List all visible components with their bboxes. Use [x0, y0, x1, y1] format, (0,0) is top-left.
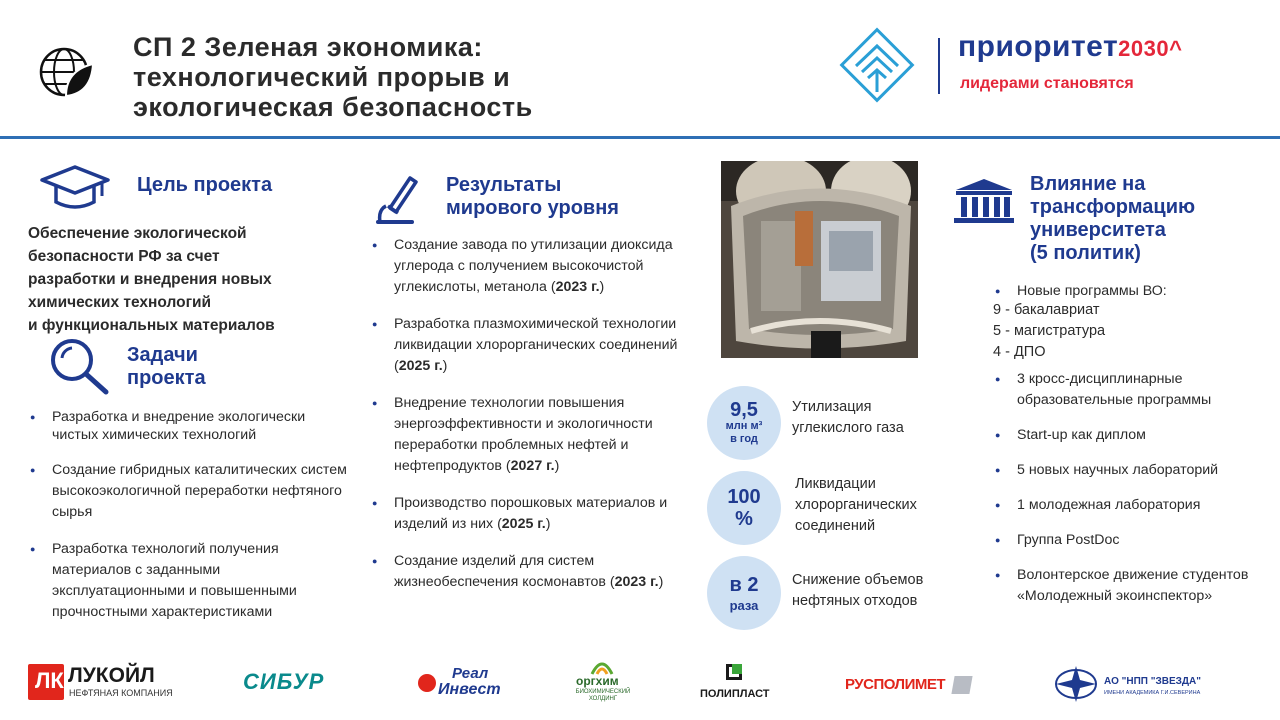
list-item: ● 3 кросс-дисциплинарные образовательные программы — [993, 369, 1258, 411]
tasks-title: Задачи проекта — [127, 344, 206, 389]
spacesuit-photo — [721, 161, 918, 358]
list-item: ● 5 новых научных лабораторий — [993, 460, 1258, 481]
microscope-icon — [372, 170, 420, 226]
tasks-list — [28, 408, 354, 623]
results-list — [370, 235, 700, 593]
list-item: ● Разработка и внедрение экологически чистых химических технологий — [28, 408, 354, 444]
list-item: ● Создание завода по утилизации диоксида углерода с получением высокочистой углекислоты, метанола (2023 г.) — [370, 235, 700, 298]
poliplast-logo: ПОЛИПЛАСТ — [698, 662, 778, 702]
header-divider — [0, 136, 1280, 139]
list-item: ● Внедрение технологии повышения энергоэффективности и экологичности переработки проблемных нефтей и нефтепродуктов (2027 г.) — [370, 393, 700, 477]
graduation-cap-icon — [40, 164, 110, 212]
stat-circle-waste: в 2 раза — [707, 556, 781, 630]
list-item: ● Создание изделий для систем жизнеобеспечения космонавтов (2023 г.) — [370, 551, 700, 593]
stat-circle-co2: 9,5 млн м³ в год — [707, 386, 781, 460]
university-logo-icon — [834, 22, 920, 108]
stat-label-co2: Утилизация углекислого газа — [792, 399, 904, 436]
university-building-icon — [952, 176, 1016, 224]
influence-list — [993, 369, 1258, 607]
magnifier-icon — [48, 336, 110, 396]
list-item: ● Start-up как диплом — [993, 425, 1258, 446]
page-title: СП 2 Зеленая экономика: технологический прорыв и экологическая безопасность — [133, 32, 533, 122]
results-title: Результаты мирового уровня — [446, 174, 619, 219]
list-item: ● Волонтерское движение студентов «Молодежный экоинспектор» — [993, 565, 1258, 607]
euroclass-logo: РУСПОЛИМЕТ — [845, 674, 975, 698]
stat-label-chlorine: Ликвидации хлорорганических соединений — [795, 476, 917, 534]
sibur-logo: СИБУР — [243, 669, 325, 694]
list-item: ● 1 молодежная лаборатория — [993, 495, 1258, 516]
list-item: ● Разработка технологий получения материалов с заданными эксплуатационными и повышенными прочностными характеристиками — [28, 539, 354, 623]
list-item: ● Разработка плазмохимической технологии ликвидации хлорорганических соединений (2025 г.) — [370, 314, 700, 377]
list-item: ● Новые программы ВО: — [993, 281, 1253, 302]
stat-label-waste: Снижение объемов нефтяных отходов — [792, 572, 924, 609]
brand-tagline: лидерами становятся — [960, 75, 1134, 92]
list-item: ● Создание гибридных каталитических систем высокоэкологичной переработки нефтяного сырья — [28, 460, 354, 523]
list-item: ● Производство порошковых материалов и изделий из них (2025 г.) — [370, 493, 700, 535]
influence-first-list — [993, 281, 1253, 302]
goal-title: Цель проекта — [137, 174, 273, 196]
zvezda-logo: АО "НПП "ЗВЕЗДА" ИМЕНИ АКАДЕМИКА Г.И.СЕВЕРИНА — [1052, 664, 1242, 704]
orgkhim-logo: оргхим БИОХИМИЧЕСКИЙ ХОЛДИНГ — [568, 658, 638, 704]
goal-text: Обеспечение экологической безопасности РФ за счет разработки и внедрения новых химических технологий и функциональных материалов — [28, 225, 275, 334]
stat-circle-chlorine: 100 % — [707, 471, 781, 545]
influence-title: Влияние на трансформацию университета (5 политик) — [1030, 173, 1196, 264]
list-item: ● Группа PostDoc — [993, 530, 1258, 551]
brand-name: приоритет2030^ — [958, 30, 1183, 63]
brand-divider — [938, 38, 940, 94]
lukoil-logo: ЛК ЛУКОЙЛ НЕФТЯНАЯ КОМПАНИЯ — [28, 662, 178, 702]
program-counts: 9 - бакалавриат 5 - магистратура 4 - ДПО — [993, 302, 1106, 360]
realinvest-logo: Реал Инвест — [416, 664, 516, 700]
globe-leaf-icon — [38, 44, 94, 100]
